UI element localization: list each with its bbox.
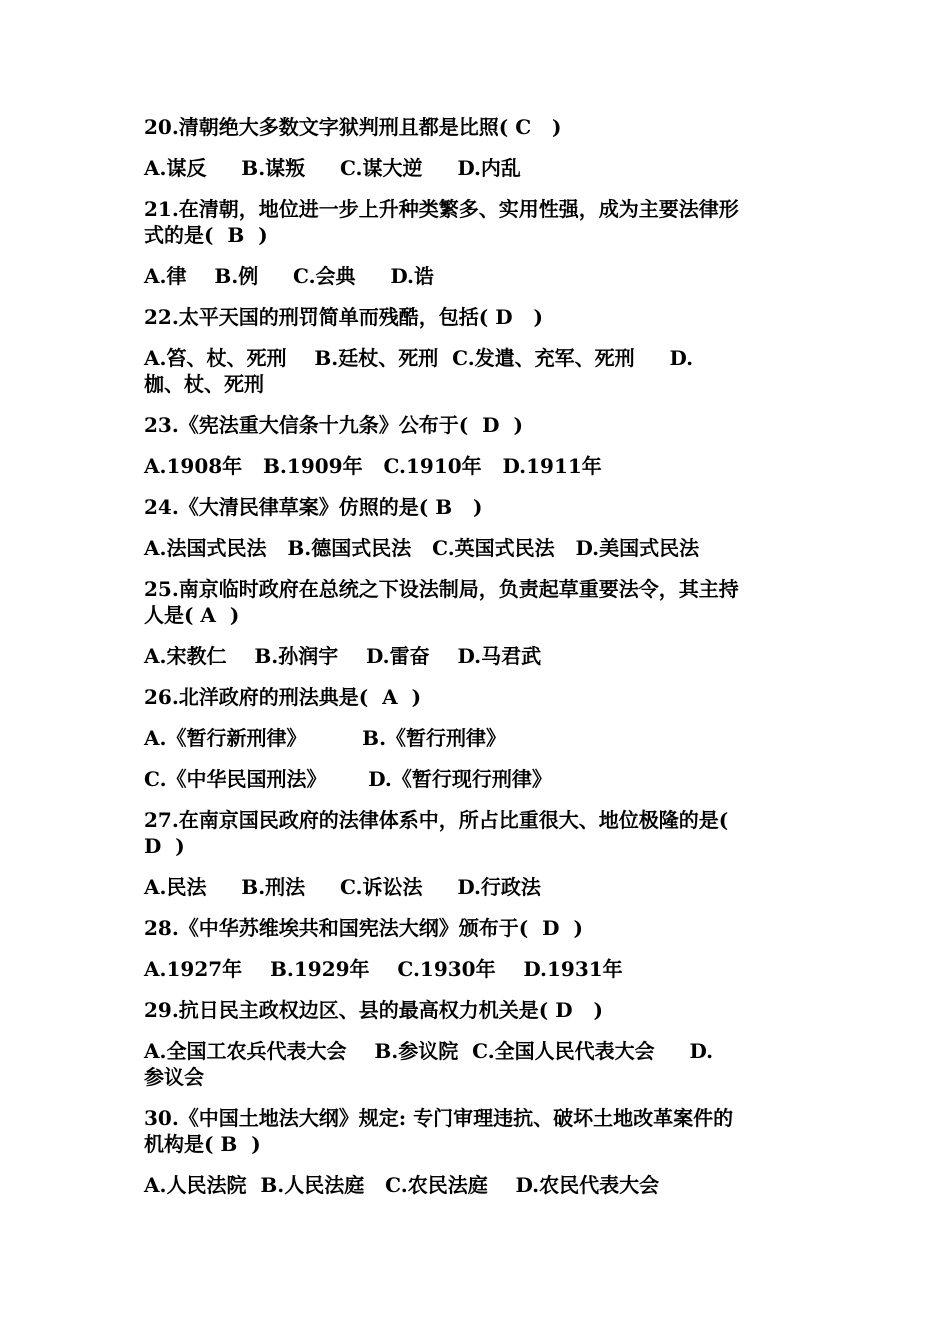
question-text: 27.在南京国民政府的法律体系中，所占比重很大、地位极隆的是(: [144, 808, 729, 832]
question-list: [144, 114, 808, 1198]
answer-options-continued: 参议会: [144, 1065, 204, 1089]
answer-options: A.1927年 B.1929年 C.1930年 D.1931年: [144, 957, 623, 981]
question-text: 24.《大清民律草案》仿照的是( B ): [144, 495, 483, 519]
answer-options: A.民法 B.刑法 C.诉讼法 D.行政法: [144, 875, 541, 899]
question-text-continued: D ): [144, 834, 185, 858]
answer-options: A.宋教仁 B.孙润宇 D.雷奋 D.马君武: [144, 644, 542, 668]
question-29: [144, 997, 808, 1090]
question-21: [144, 196, 808, 289]
answer-options: A.《暂行新刑律》 B.《暂行刑律》: [144, 726, 507, 750]
question-text: 22.太平天国的刑罚简单而残酷，包括( D ): [144, 305, 543, 329]
question-28: [144, 915, 808, 982]
answer-options-second-row: C.《中华民国刑法》 D.《暂行现行刑律》: [144, 767, 552, 791]
answer-options: A.全国工农兵代表大会 B.参议院 C.全国人民代表大会 D.: [144, 1039, 714, 1063]
question-30: [144, 1105, 808, 1198]
question-text: 29.抗日民主政权边区、县的最高权力机关是( D ): [144, 998, 603, 1022]
answer-options: A.谋反 B.谋叛 C.谋大逆 D.内乱: [144, 156, 521, 180]
question-23: [144, 412, 808, 479]
question-text: 23.《宪法重大信条十九条》公布于( D ): [144, 413, 523, 437]
question-text: 30.《中国土地法大纲》规定: 专门审理违抗、破坏土地改革案件的: [144, 1106, 734, 1130]
question-text: 28.《中华苏维埃共和国宪法大纲》颁布于( D ): [144, 916, 583, 940]
answer-options: A.1908年 B.1909年 C.1910年 D.1911年: [144, 454, 602, 478]
answer-options: A.法国式民法 B.德国式民法 C.英国式民法 D.美国式民法: [144, 536, 700, 560]
answer-options: A.笞、杖、死刑 B.廷杖、死刑 C.发遣、充军、死刑 D.: [144, 346, 694, 370]
question-20: [144, 114, 808, 181]
question-26: [144, 684, 808, 792]
question-27: [144, 807, 808, 900]
question-text: 20.清朝绝大多数文字狱判刑且都是比照( C ): [144, 115, 562, 139]
question-text-continued: 人是( A ): [144, 603, 240, 627]
question-25: [144, 576, 808, 669]
answer-options-continued: 枷、杖、死刑: [144, 372, 264, 396]
question-text: 25.南京临时政府在总统之下设法制局，负责起草重要法令，其主持: [144, 577, 739, 601]
question-24: [144, 494, 808, 561]
question-text: 26.北洋政府的刑法典是( A ): [144, 685, 422, 709]
question-text-continued: 式的是( B ): [144, 223, 268, 247]
question-text: 21.在清朝，地位进一步上升种类繁多、实用性强，成为主要法律形: [144, 197, 739, 221]
question-22: [144, 304, 808, 397]
answer-options: A.律 B.例 C.会典 D.诰: [144, 264, 434, 288]
answer-options: A.人民法院 B.人民法庭 C.农民法庭 D.农民代表大会: [144, 1173, 660, 1197]
question-text-continued: 机构是( B ): [144, 1132, 261, 1156]
